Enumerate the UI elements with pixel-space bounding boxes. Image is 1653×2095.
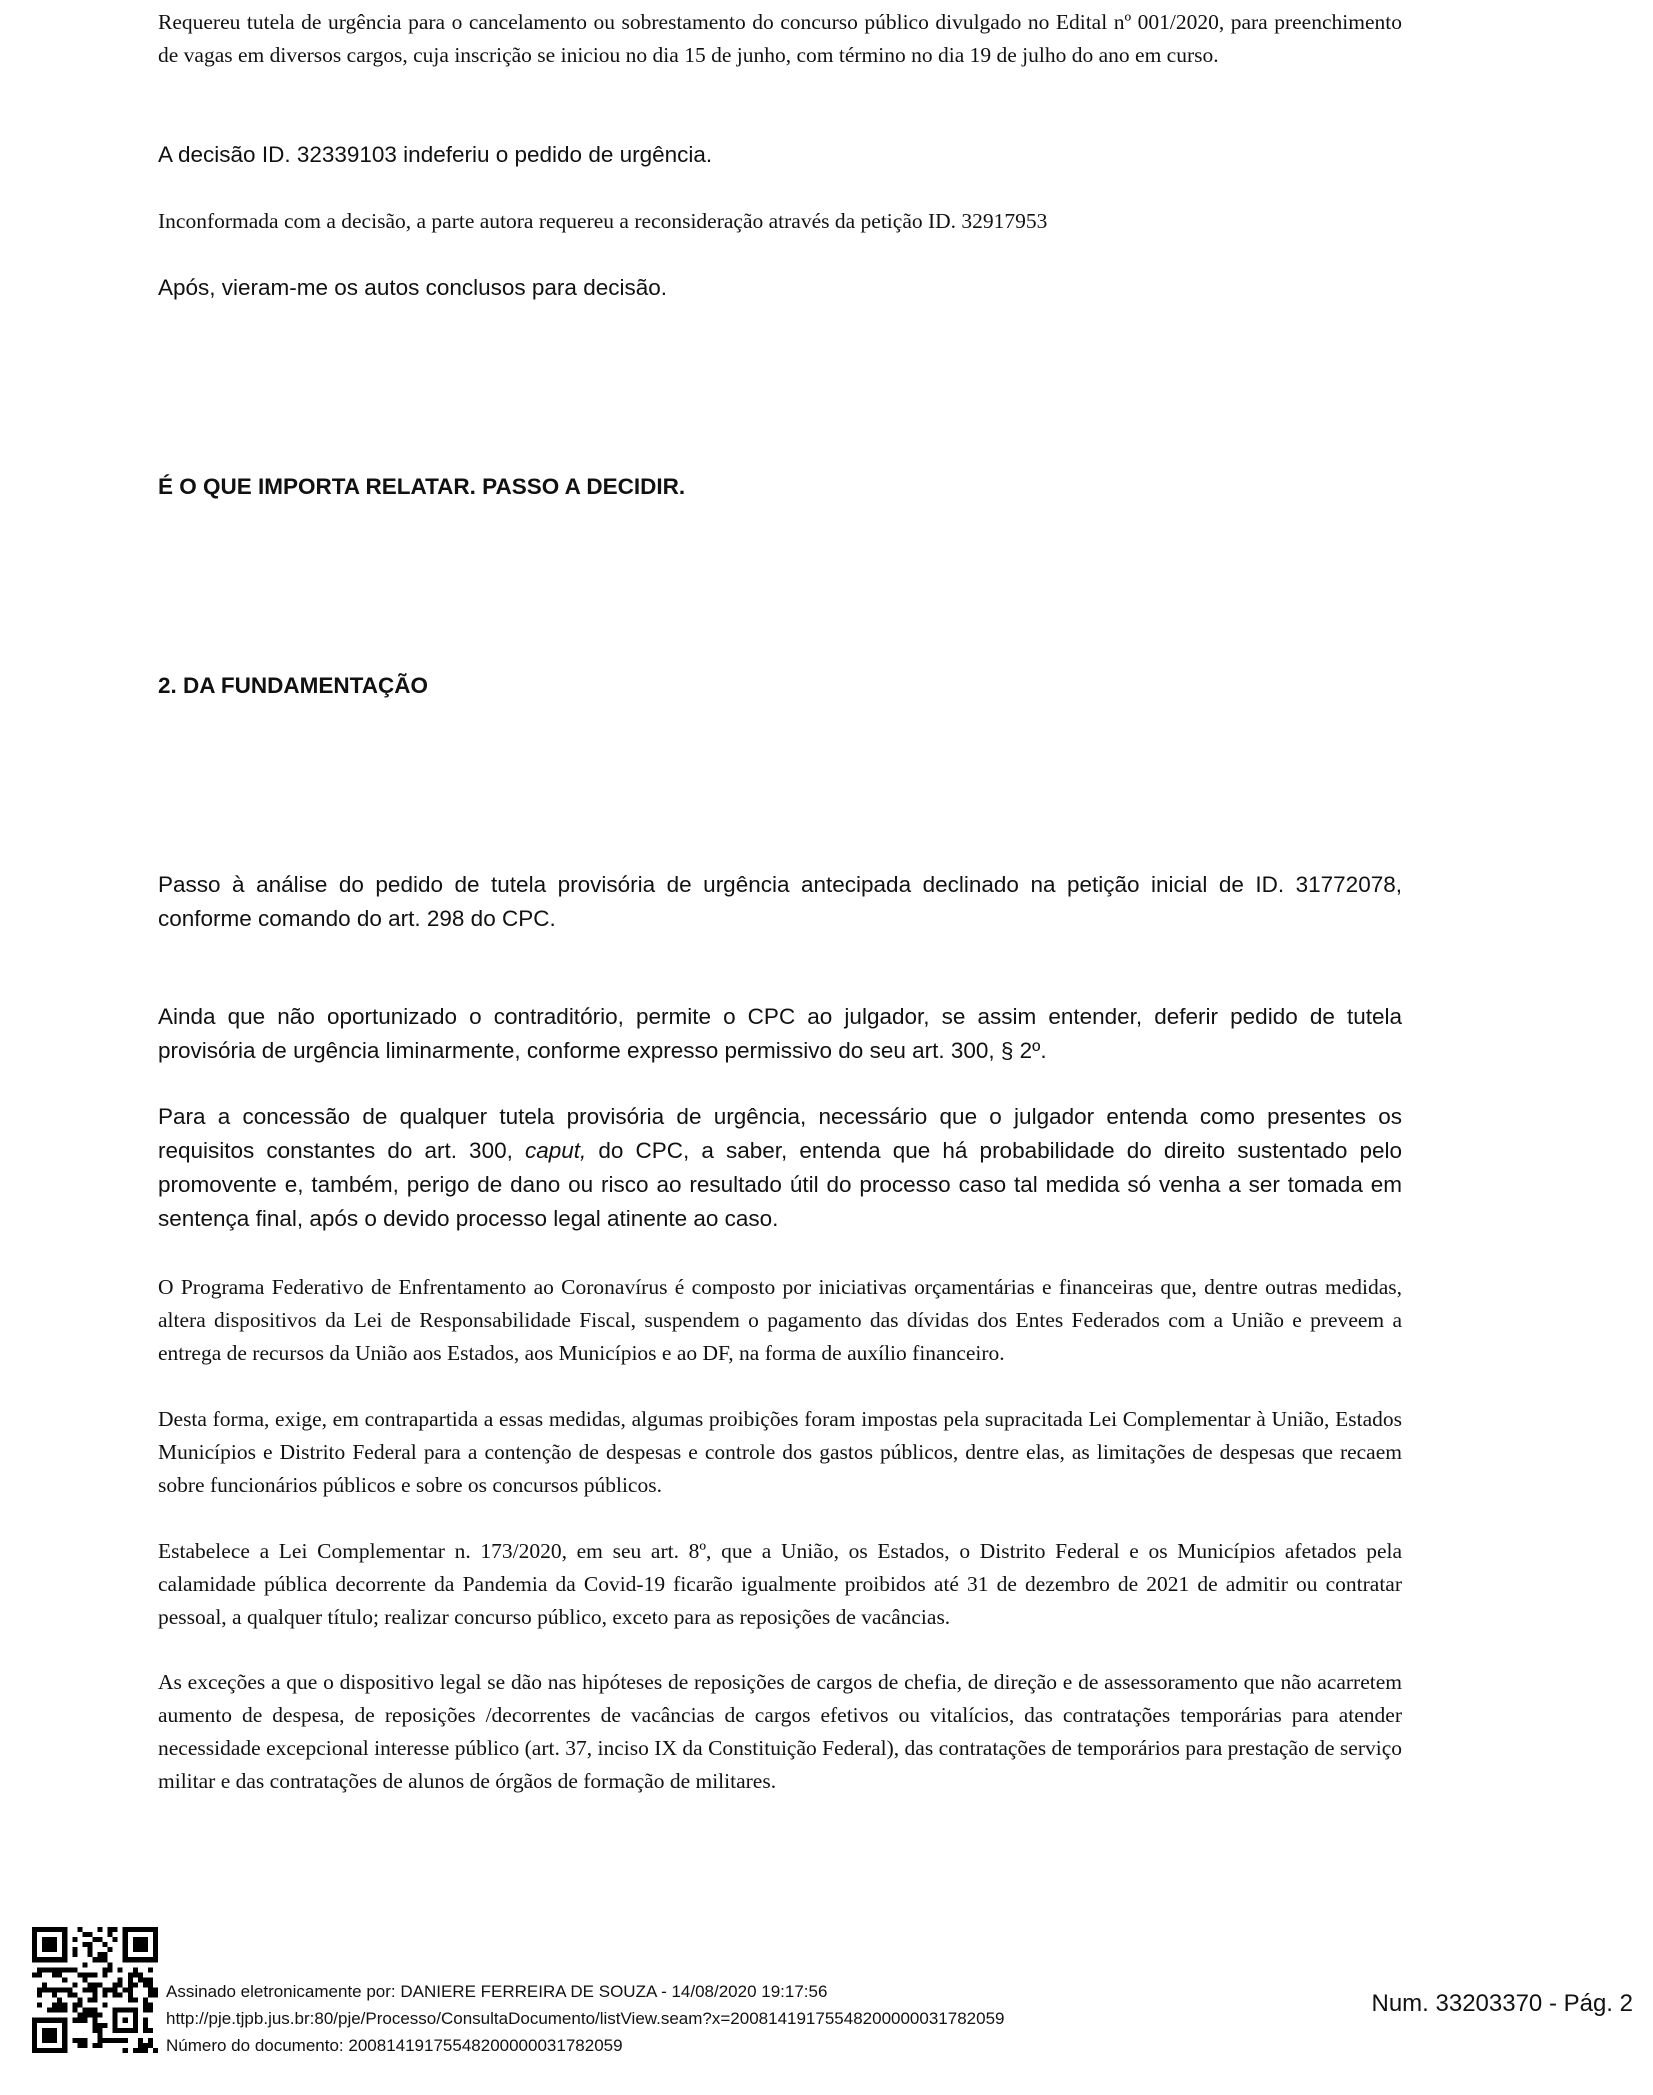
- paragraph-contrapartida: Desta forma, exige, em contrapartida a essas medidas, algumas proibições foram impostas pela supracitada Lei Complementar à União, Estados Municípios e Distrito Federal para a contenção de despesas e controle dos gastos públicos, dentre elas, as limitações de despesas que recaem sobre funcionários públicos e sobre os concursos públicos.: [158, 1407, 1402, 1497]
- document-url[interactable]: http://pje.tjpb.jus.br:80/pje/Processo/ConsultaDocumento/listView.seam?x=20081419175548200000031782059: [166, 2009, 1005, 2028]
- signed-by: Assinado eletronicamente por: DANIERE FERREIRA DE SOUZA - 14/08/2020 19:17:56: [166, 1982, 828, 2001]
- paragraph-concessao: [158, 1100, 1402, 1236]
- caput-italic: caput,: [524, 1138, 587, 1163]
- page-number: Num. 33203370 - Pág. 2: [1371, 1990, 1633, 2017]
- paragraph-reconsideration: Inconformada com a decisão, a parte autora requereu a reconsideração através da petição ID. 32917953: [158, 209, 1048, 233]
- heading-fundamentacao: 2. DA FUNDAMENTAÇÃO: [158, 673, 428, 698]
- paragraph-excecoes: As exceções a que o dispositivo legal se dão nas hipóteses de reposições de cargos de chefia, de direção e de assessoramento que não acarretem aumento de despesa, de reposições /decorrentes de vacâncias de cargos efetivos ou vitalícios, das contratações temporárias para atender necessidade excepcional interesse público (art. 37, inciso IX da Constituição Federal), das contratações de temporários para prestação de serviço militar e das contratações de alunos de órgãos de formação de militares.: [158, 1670, 1402, 1793]
- paragraph-request: Requereu tutela de urgência para o cancelamento ou sobrestamento do concurso público divulgado no Edital nº 001/2020, para preenchimento de vagas em diversos cargos, cuja inscrição se iniciou no dia 15 de junho, com término no dia 19 de julho do ano em curso.: [158, 10, 1402, 67]
- paragraph-concessao-part2: do CPC, a saber, entenda que há probabilidade do direito sustentado pelo promovente e, também, perigo de dano ou risco ao resultado útil do processo caso tal medida só venha a ser tomada em sentença final, após o devido processo legal atinente ao caso.: [158, 1138, 1402, 1231]
- heading-relatar: É O QUE IMPORTA RELATAR. PASSO A DECIDIR.: [158, 474, 686, 499]
- paragraph-analise: Passo à análise do pedido de tutela provisória de urgência antecipada declinado na petição inicial de ID. 31772078, conforme comando do art. 298 do CPC.: [158, 872, 1402, 931]
- paragraph-lei-complementar: Estabelece a Lei Complementar n. 173/2020, em seu art. 8º, que a União, os Estados, o Distrito Federal e os Municípios afetados pela calamidade pública decorrente da Pandemia da Covid-19 ficarão igualmente proibidos até 31 de dezembro de 2021 de admitir ou contratar pessoal, a qualquer título; realizar concurso público, exceto para as reposições de vacâncias.: [158, 1539, 1402, 1629]
- paragraph-programa: O Programa Federativo de Enfrentamento ao Coronavírus é composto por iniciativas orçamentárias e financeiras que, dentre outras medidas, altera dispositivos da Lei de Responsabilidade Fiscal, suspendem o pagamento das dívidas dos Entes Federados com a União e preveem a entrega de recursos da União aos Estados, aos Municípios e ao DF, na forma de auxílio financeiro.: [158, 1275, 1402, 1365]
- qr-code-icon: [32, 1927, 158, 2053]
- paragraph-decision: A decisão ID. 32339103 indeferiu o pedido de urgência.: [158, 142, 713, 167]
- document-number: Número do documento: 20081419175548200000031782059: [166, 2036, 623, 2055]
- paragraph-concessao-part1: Para a concessão de qualquer tutela provisória de urgência, necessário que o julgador entenda como presentes os requisitos constantes do art. 300,: [158, 1104, 1402, 1163]
- signature-block: [166, 1978, 1004, 2059]
- paragraph-conclusos: Após, vieram-me os autos conclusos para decisão.: [158, 275, 667, 300]
- paragraph-contraditorio: Ainda que não oportunizado o contraditório, permite o CPC ao julgador, se assim entender, deferir pedido de tutela provisória de urgência liminarmente, conforme expresso permissivo do seu art. 300, § 2º.: [158, 1004, 1402, 1063]
